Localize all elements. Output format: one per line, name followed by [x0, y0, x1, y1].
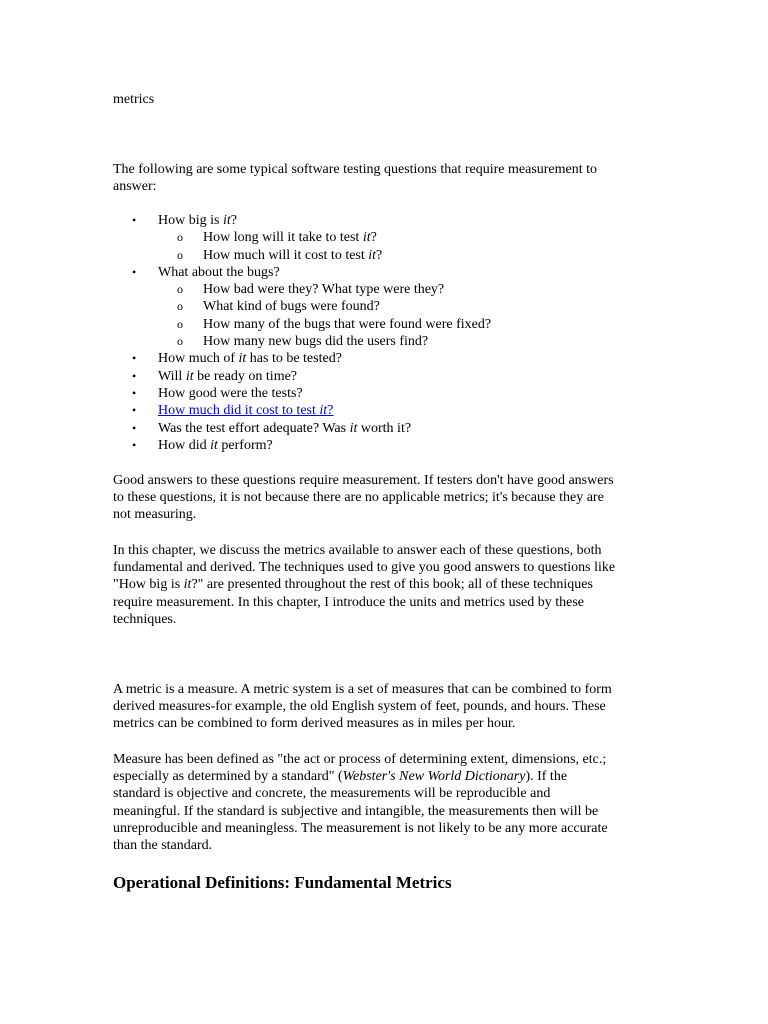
emphasis-text: it [362, 230, 371, 246]
text-run: What about the bugs? [158, 264, 280, 280]
text-run: "How big is [113, 577, 184, 593]
question-item [113, 420, 653, 437]
questions-list [113, 212, 653, 454]
text-run: How big is [158, 213, 223, 228]
paragraph-line [113, 768, 653, 785]
question-item [113, 350, 653, 367]
text-run: ? [230, 213, 237, 228]
paragraph-line: standard is objective and concrete, the measurements will be reproducible and [113, 786, 551, 802]
paragraph-line: Good answers to these questions require measurement. If testers don't have good answers [113, 473, 614, 488]
chapter-paragraph [113, 542, 653, 628]
question-text [158, 386, 303, 401]
paragraph-line: to these questions, it is not because there are no applicable metrics; it's because they are [113, 490, 604, 506]
text-run: has to be tested? [246, 351, 342, 367]
text-run: Will [158, 368, 186, 384]
question-item [113, 368, 653, 385]
text-run: How many new bugs did the users find? [203, 334, 429, 350]
text-run: ? [370, 230, 377, 246]
emphasis-text: it [183, 577, 192, 593]
section-heading: Operational Definitions: Fundamental Metrics [113, 873, 452, 892]
emphasis-text: it [185, 368, 194, 384]
text-run: How much will it cost to test [203, 247, 369, 263]
emphasis-text: it [319, 403, 328, 419]
sub-question-item [158, 247, 653, 264]
emphasis-text: it [368, 247, 377, 263]
paragraph-line [113, 576, 653, 593]
intro-line: answer: [113, 179, 157, 195]
intro-line: The following are some typical software testing questions that require measurement to [113, 162, 598, 177]
text-run: ). If the [525, 769, 568, 785]
paragraph-line: derived measures-for example, the old English system of feet, pounds, and hours. These [113, 699, 606, 715]
paragraph-line: unreproducible and meaningless. The measurement is not likely to be any more accurate [113, 820, 608, 836]
text-run: worth it? [357, 420, 412, 436]
question-item [113, 385, 653, 402]
text-run: perform? [217, 437, 273, 453]
question-item [113, 264, 653, 350]
paragraph-line: meaningful. If the standard is subjective and intangible, the measurements then will be [113, 803, 599, 819]
paragraph-line: metrics can be combined to form derived measures as in miles per hour. [113, 716, 516, 732]
sub-question-item [158, 229, 653, 246]
question-text [158, 369, 297, 384]
text-run: What kind of bugs were found? [203, 299, 380, 315]
text-run: How much of [158, 351, 239, 367]
question-text [158, 265, 280, 280]
question-text [158, 351, 342, 366]
text-run: ?" are presented throughout the rest of this book; all of these techniques [191, 577, 593, 593]
sub-question-item [158, 333, 653, 350]
question-item[interactable] [113, 402, 653, 419]
paragraph-line: fundamental and derived. The techniques used to give you good answers to questions like [113, 560, 616, 576]
question-item [113, 212, 653, 264]
emphasis-text: it [238, 351, 247, 367]
text-run: How good were the tests? [158, 385, 303, 401]
good-answers-paragraph [113, 472, 653, 524]
sub-question-list [158, 229, 653, 264]
intro-paragraph [113, 161, 653, 195]
questions-list-container [113, 212, 653, 454]
text-run: especially as determined by a standard" ( [113, 769, 343, 785]
text-run: How much did it cost to test [158, 403, 320, 419]
book-title-emphasis: Webster's New World Dictionary [342, 769, 526, 785]
paragraph-line: than the standard. [113, 838, 213, 854]
emphasis-text: it [349, 420, 358, 436]
sub-question-list [158, 281, 653, 350]
metric-paragraph [113, 681, 653, 733]
question-text [158, 213, 237, 228]
text-run: How many of the bugs that were found were fixed? [203, 316, 492, 332]
sub-question-item [158, 316, 653, 333]
text-run: How bad were they? What type were they? [203, 282, 445, 298]
text-run: How did [158, 437, 211, 453]
text-run: How long will it take to test [203, 230, 363, 246]
text-run: ? [376, 247, 383, 263]
question-text [158, 421, 411, 436]
sub-question-item [158, 281, 653, 298]
paragraph-line: A metric is a measure. A metric system is a set of measures that can be combined to form [113, 682, 612, 697]
question-text [158, 438, 273, 453]
paragraph-line: require measurement. In this chapter, I introduce the units and metrics used by these [113, 594, 585, 610]
emphasis-text: it [210, 437, 218, 453]
question-item [113, 437, 653, 454]
paragraph-line: not measuring. [113, 507, 197, 523]
paragraph-line: In this chapter, we discuss the metrics available to answer each of these questions, both [113, 543, 602, 558]
text-run: ? [327, 403, 334, 419]
sub-question-item [158, 298, 653, 315]
measure-paragraph [113, 751, 653, 854]
document-title [113, 91, 653, 108]
paragraph-line: techniques. [113, 611, 177, 627]
question-link[interactable] [158, 403, 333, 418]
title-text: metrics [113, 92, 155, 107]
text-run: be ready on time? [193, 368, 298, 384]
paragraph-line: Measure has been defined as "the act or process of determining extent, dimensions, etc.; [113, 752, 607, 767]
emphasis-text: it [222, 213, 231, 228]
text-run: Was the test effort adequate? Was [158, 420, 350, 436]
